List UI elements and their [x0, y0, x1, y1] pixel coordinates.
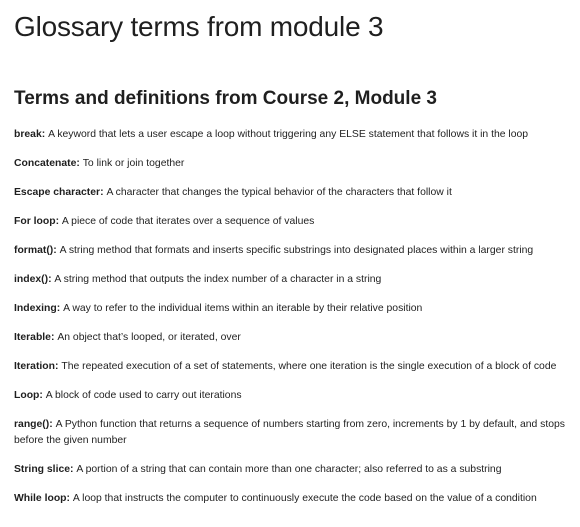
section-title: Terms and definitions from Course 2, Module 3: [14, 88, 437, 109]
glossary-definition: A keyword that lets a user escape a loop without triggering any ELSE statement that follows it in the loop: [48, 129, 529, 140]
glossary-term: Loop: [14, 390, 40, 401]
glossary-definition: A portion of a string that can contain more than one character; also referred to as a substring: [76, 464, 502, 475]
glossary-definition: A block of code used to carry out iterations: [45, 390, 242, 401]
glossary-term: Indexing: [14, 303, 57, 314]
glossary-entry-loop: Loop: A block of code used to carry out iterations: [14, 390, 242, 401]
glossary-entry-indexing: Indexing: A way to refer to the individual items within an iterable by their relative position: [14, 303, 423, 314]
glossary-term: range(): [14, 419, 50, 430]
glossary-list: [14, 127, 566, 507]
glossary-term: format(): [14, 245, 54, 256]
glossary-entry-for-loop: For loop: A piece of code that iterates over a sequence of values: [14, 216, 315, 227]
glossary-entry-concatenate: Concatenate: To link or join together: [14, 158, 185, 169]
glossary-entry-iteration: Iteration: The repeated execution of a set of statements, where one iteration is the single execution of a block of code: [14, 361, 557, 372]
glossary-entry-iterable: Iterable: An object that’s looped, or iterated, over: [14, 332, 241, 343]
glossary-definition: A piece of code that iterates over a sequence of values: [61, 216, 315, 227]
glossary-definition: A string method that formats and inserts specific substrings into designated places within a larger string: [59, 245, 534, 256]
glossary-term: Iterable: [14, 332, 51, 343]
glossary-entry-break: break: A keyword that lets a user escape a loop without triggering any ELSE statement that follows it in the loop: [14, 129, 529, 140]
glossary-definition: A Python function that returns a sequence of numbers starting from zero, increments by 1 by default, and stops before the given number: [14, 419, 565, 446]
glossary-term: Iteration: [14, 361, 55, 372]
glossary-term: While loop: [14, 493, 67, 504]
glossary-definition: An object that’s looped, or iterated, over: [57, 332, 241, 343]
glossary-term: Escape character: [14, 187, 101, 198]
glossary-definition: A loop that instructs the computer to continuously execute the code based on the value of a condition: [72, 493, 537, 504]
glossary-entry-string-slice: String slice: A portion of a string that can contain more than one character; also referred to as a substring: [14, 464, 502, 475]
glossary-term: String slice: [14, 464, 71, 475]
glossary-definition: A character that changes the typical behavior of the characters that follow it: [106, 187, 452, 198]
glossary-definition: A way to refer to the individual items within an iterable by their relative position: [63, 303, 423, 314]
glossary-entry-format: format(): A string method that formats and inserts specific substrings into designated places within a larger string: [14, 245, 534, 256]
glossary-term: break: [14, 129, 42, 140]
glossary-entry-index: index(): A string method that outputs the index number of a character in a string: [14, 274, 382, 285]
glossary-entry-while-loop: While loop: A loop that instructs the computer to continuously execute the code based on the value of a condition: [14, 493, 537, 504]
glossary-term: Concatenate: [14, 158, 77, 169]
glossary-definition: The repeated execution of a set of statements, where one iteration is the single execution of a block of code: [61, 361, 557, 372]
glossary-entry-range: range(): A Python function that returns a sequence of numbers starting from zero, increments by 1 by default, and stops before the given number: [14, 419, 565, 446]
page-title: Glossary terms from module 3: [14, 11, 384, 42]
glossary-term: For loop: [14, 216, 56, 227]
glossary-definition: To link or join together: [82, 158, 185, 169]
glossary-entry-escape-character: Escape character: A character that changes the typical behavior of the characters that follow it: [14, 187, 452, 198]
glossary-term: index(): [14, 274, 49, 285]
glossary-definition: A string method that outputs the index number of a character in a string: [54, 274, 382, 285]
